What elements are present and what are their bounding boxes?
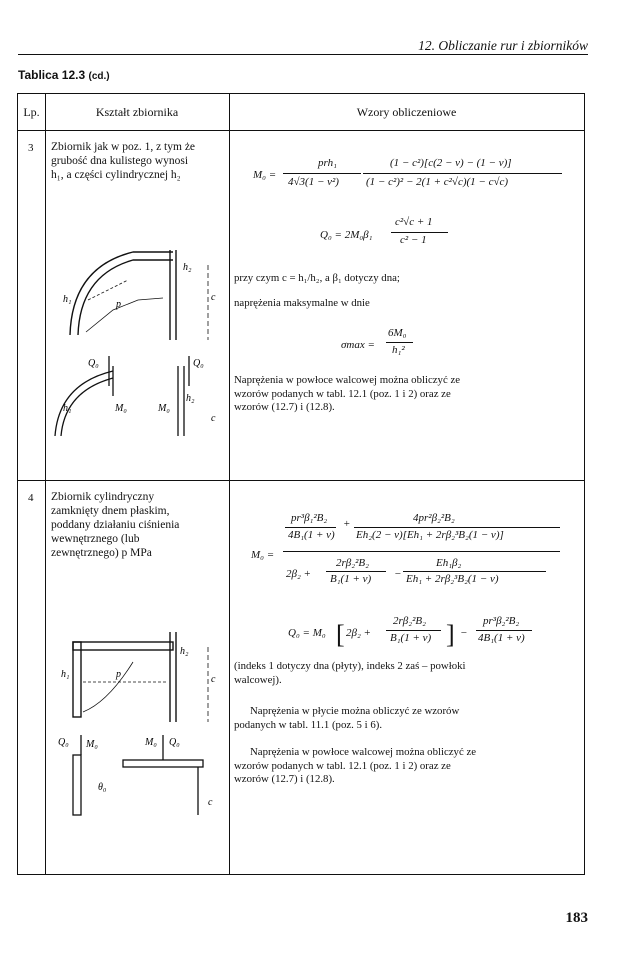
formula-m0-d2-den: Eh₁ + 2rβ₂³B₂(1 − ν) <box>406 573 499 585</box>
col-header-formulas: Wzory obliczeniowe <box>356 105 457 119</box>
formula-m0-den-a: 4√3(1 − ν²) <box>288 176 339 188</box>
header-rule <box>18 54 588 55</box>
formula-m0-t1-den: 4B₁(1 + ν) <box>288 529 335 541</box>
label-q0-left: Q₀ <box>88 358 99 369</box>
fraction-bar <box>386 342 413 343</box>
label-h2: h₂ <box>180 646 189 657</box>
fraction-bar <box>354 527 560 528</box>
formula-m0-d1-num: 2rβ₂²B₂ <box>336 557 369 569</box>
formula-m0-d1-den: B₁(1 + ν) <box>330 573 372 585</box>
vessel-figure-spherical-bottom <box>58 240 223 345</box>
label-h2: h₂ <box>186 393 195 404</box>
label-m0-left: M₀ <box>115 403 127 414</box>
formula-m0-t1-num: pr³β₁²B₂ <box>291 512 328 524</box>
formula-minus: − <box>394 568 402 580</box>
formula-smax-den: h₁² <box>392 344 405 356</box>
row-description: Zbiornik cylindryczny zamknięty dnem płaskim, poddany działaniu ciśnienia wewnętrznego (lub zewnętrznego) p MPa <box>51 491 180 559</box>
formula-m0-den-b: (1 − c²)² − 2(1 + c²√c)(1 − c√c) <box>366 176 509 188</box>
label-h1: h₁ <box>61 669 70 680</box>
note-plate: Naprężenia w płycie można obliczyć ze wzorów podanych w tabl. 11.1 (poz. 5 i 6). <box>234 705 460 731</box>
condition-text: przy czym c = h₁/h₂, a β₁ dotyczy dna; <box>234 272 400 284</box>
caption-title: Tablica 12.3 <box>18 68 86 82</box>
formula-m0-num-b: (1 − c²)[c(2 − ν) − (1 − ν)] <box>390 157 512 169</box>
fraction-bar <box>363 173 562 174</box>
formula-smax-lhs: σmax = <box>341 339 375 351</box>
caption-suffix: (cd.) <box>88 71 110 82</box>
label-m0-right: M₀ <box>145 737 157 748</box>
row-number: 4 <box>28 492 34 504</box>
free-body-figure-spherical <box>53 356 223 441</box>
label-c: c <box>211 292 216 303</box>
label-q0-right: Q₀ <box>193 358 204 369</box>
fraction-bar <box>391 232 448 233</box>
fraction-bar <box>403 571 546 572</box>
row-description: Zbiornik jak w poz. 1, z tym że grubość dna kulistego wynosi h₁, a części cylindrycznej h₂ <box>51 141 196 181</box>
formula-q0-in-num: 2rβ₂²B₂ <box>393 615 426 627</box>
row-divider <box>18 480 584 481</box>
label-h2: h₂ <box>183 262 192 273</box>
page-number: 183 <box>565 910 588 926</box>
formula-m0-d-pre: 2β₂ + <box>286 568 311 580</box>
col-header-shape: Kształt zbiornika <box>95 105 179 119</box>
note-text: Naprężenia w powłoce walcowej można obliczyć ze wzorów podanych w tabl. 12.1 (poz. 1 i 2) oraz ze wzorów (12.7) i (12.8). <box>234 374 461 413</box>
note-indexes: (indeks 1 dotyczy dna (płyty), indeks 2 zaś – powłoki walcowej). <box>234 660 466 686</box>
formula-smax-num: 6M₀ <box>388 327 407 339</box>
label-h1: h₁ <box>63 294 72 305</box>
formula-table: Lp. Kształt zbiornika Wzory obliczeniowe 3 Zbiornik jak w poz. 1, z tym że grubość dna kulistego wynosi h₁, a części cylindrycznej h₂ h₁ p h₂ c Q₀ Q₀ M₀ M₀ h₁ h₂ c M₀ = prh₁ 4√3(1 − ν²) (1 − c²)[c(2 − ν) − (1 − ν)] (1 − c²)² − 2(1 + c²√c)(1 − c√c) Q₀ = 2M₀β₁ c²√c + 1 c² − 1 przy czym c = h₁/h₂, a β₁ dotyczy dna; naprężenia maksymalne w dnie σmax = 6M₀ h₁² Naprężenia w powłoce walcowej można obliczyć ze wzorów podanych w tabl. 12.1 (poz. 1 i 2) oraz ze wzorów (12.7) i (12.8). 4 Zbiornik cylindryczny zamknięty dnem płaskim, poddany działaniu ciśnienia wewnętrznego (lub zewnętrznego) p MPa h₁ p h₂ c Q₀ M₀ M₀ Q₀ θ₀ c M₀ = pr³β₁²B₂ 4B₁(1 + ν) + 4pr²β₂²B₂ Eh₂(2 − ν)[Eh₁ + 2rβ₂³B₂(1 − ν)] 2β₂ + 2rβ₂²B₂ B₁(1 + ν) − Eh₁β₂ Eh₁ + 2rβ₂³B₂(1 − ν) Q₀ = M₀ [ 2β₂ + 2rβ₂²B₂ B₁(1 + ν) ] − pr³β₂²B₂ 4B₁(1 + ν) (indeks 1 dotyczy dna (płyty), indeks 2 zaś – powłoki walcowej). Naprężenia w płycie można obliczyć ze wzorów podanych w tabl. 11.1 (poz. 5 i 6). Naprężenia w powłoce walcowej można obliczyć ze wzorów podanych w tabl. 12.1 (poz. 1 i 2) oraz ze wzorów (12.7) i (12.8). <box>17 93 585 875</box>
formula-q0-minus: − <box>460 627 468 639</box>
label-theta0: θ₀ <box>98 782 107 793</box>
label-h1: h₁ <box>63 403 72 414</box>
label-c: c <box>208 797 213 808</box>
running-head: 12. Obliczanie rur i zbiorników <box>418 38 588 53</box>
formula-q0-num: c²√c + 1 <box>395 216 433 228</box>
fraction-bar <box>386 630 441 631</box>
formula-plus: + <box>343 518 351 530</box>
formula-q0-r-den: 4B₁(1 + ν) <box>478 632 525 644</box>
label-p: p <box>116 669 121 680</box>
fraction-bar <box>283 173 361 174</box>
label-q0-right: Q₀ <box>169 737 180 748</box>
main-fraction-bar <box>283 551 560 552</box>
formula-q0-in-pre: 2β₂ + <box>346 627 371 639</box>
column-divider <box>229 94 230 874</box>
label-m0-left: M₀ <box>86 739 98 750</box>
header-divider <box>18 130 584 131</box>
vessel-figure-flat-bottom <box>58 622 223 727</box>
formula-q0-r-num: pr³β₂²B₂ <box>483 615 520 627</box>
label-m0-right: M₀ <box>158 403 170 414</box>
fraction-bar <box>476 630 532 631</box>
label-c: c <box>211 674 216 685</box>
formula-m0-lhs: M₀ = <box>251 549 275 561</box>
formula-q0-in-den: B₁(1 + ν) <box>390 632 432 644</box>
formula-m0-d2-num: Eh₁β₂ <box>436 557 462 569</box>
label-c: c <box>211 413 216 424</box>
formula-m0-t2-den: Eh₂(2 − ν)[Eh₁ + 2rβ₂³B₂(1 − ν)] <box>356 529 504 541</box>
row-number: 3 <box>28 142 34 154</box>
formula-m0-num-a: prh₁ <box>318 157 337 169</box>
free-body-figure-flat <box>53 735 223 820</box>
formula-q0-lhs: Q₀ = M₀ <box>288 627 326 639</box>
label-q0-left: Q₀ <box>58 737 69 748</box>
fraction-bar <box>285 527 336 528</box>
table-caption <box>18 68 110 82</box>
formula-q0-lhs: Q₀ = 2M₀β₁ <box>320 229 373 241</box>
formula-q0-den: c² − 1 <box>400 234 427 246</box>
formula-m0-lhs: M₀ = <box>253 169 277 181</box>
formula-m0-t2-num: 4pr²β₂²B₂ <box>413 512 455 524</box>
label-p: p <box>116 299 121 310</box>
column-divider <box>45 94 46 874</box>
fraction-bar <box>326 571 386 572</box>
stress-label: naprężenia maksymalne w dnie <box>234 297 370 309</box>
note-shell: Naprężenia w powłoce walcowej można obliczyć ze wzorów podanych w tabl. 12.1 (poz. 1 i 2) oraz ze wzorów (12.7) i (12.8). <box>234 746 477 785</box>
col-header-lp: Lp. <box>23 105 40 119</box>
